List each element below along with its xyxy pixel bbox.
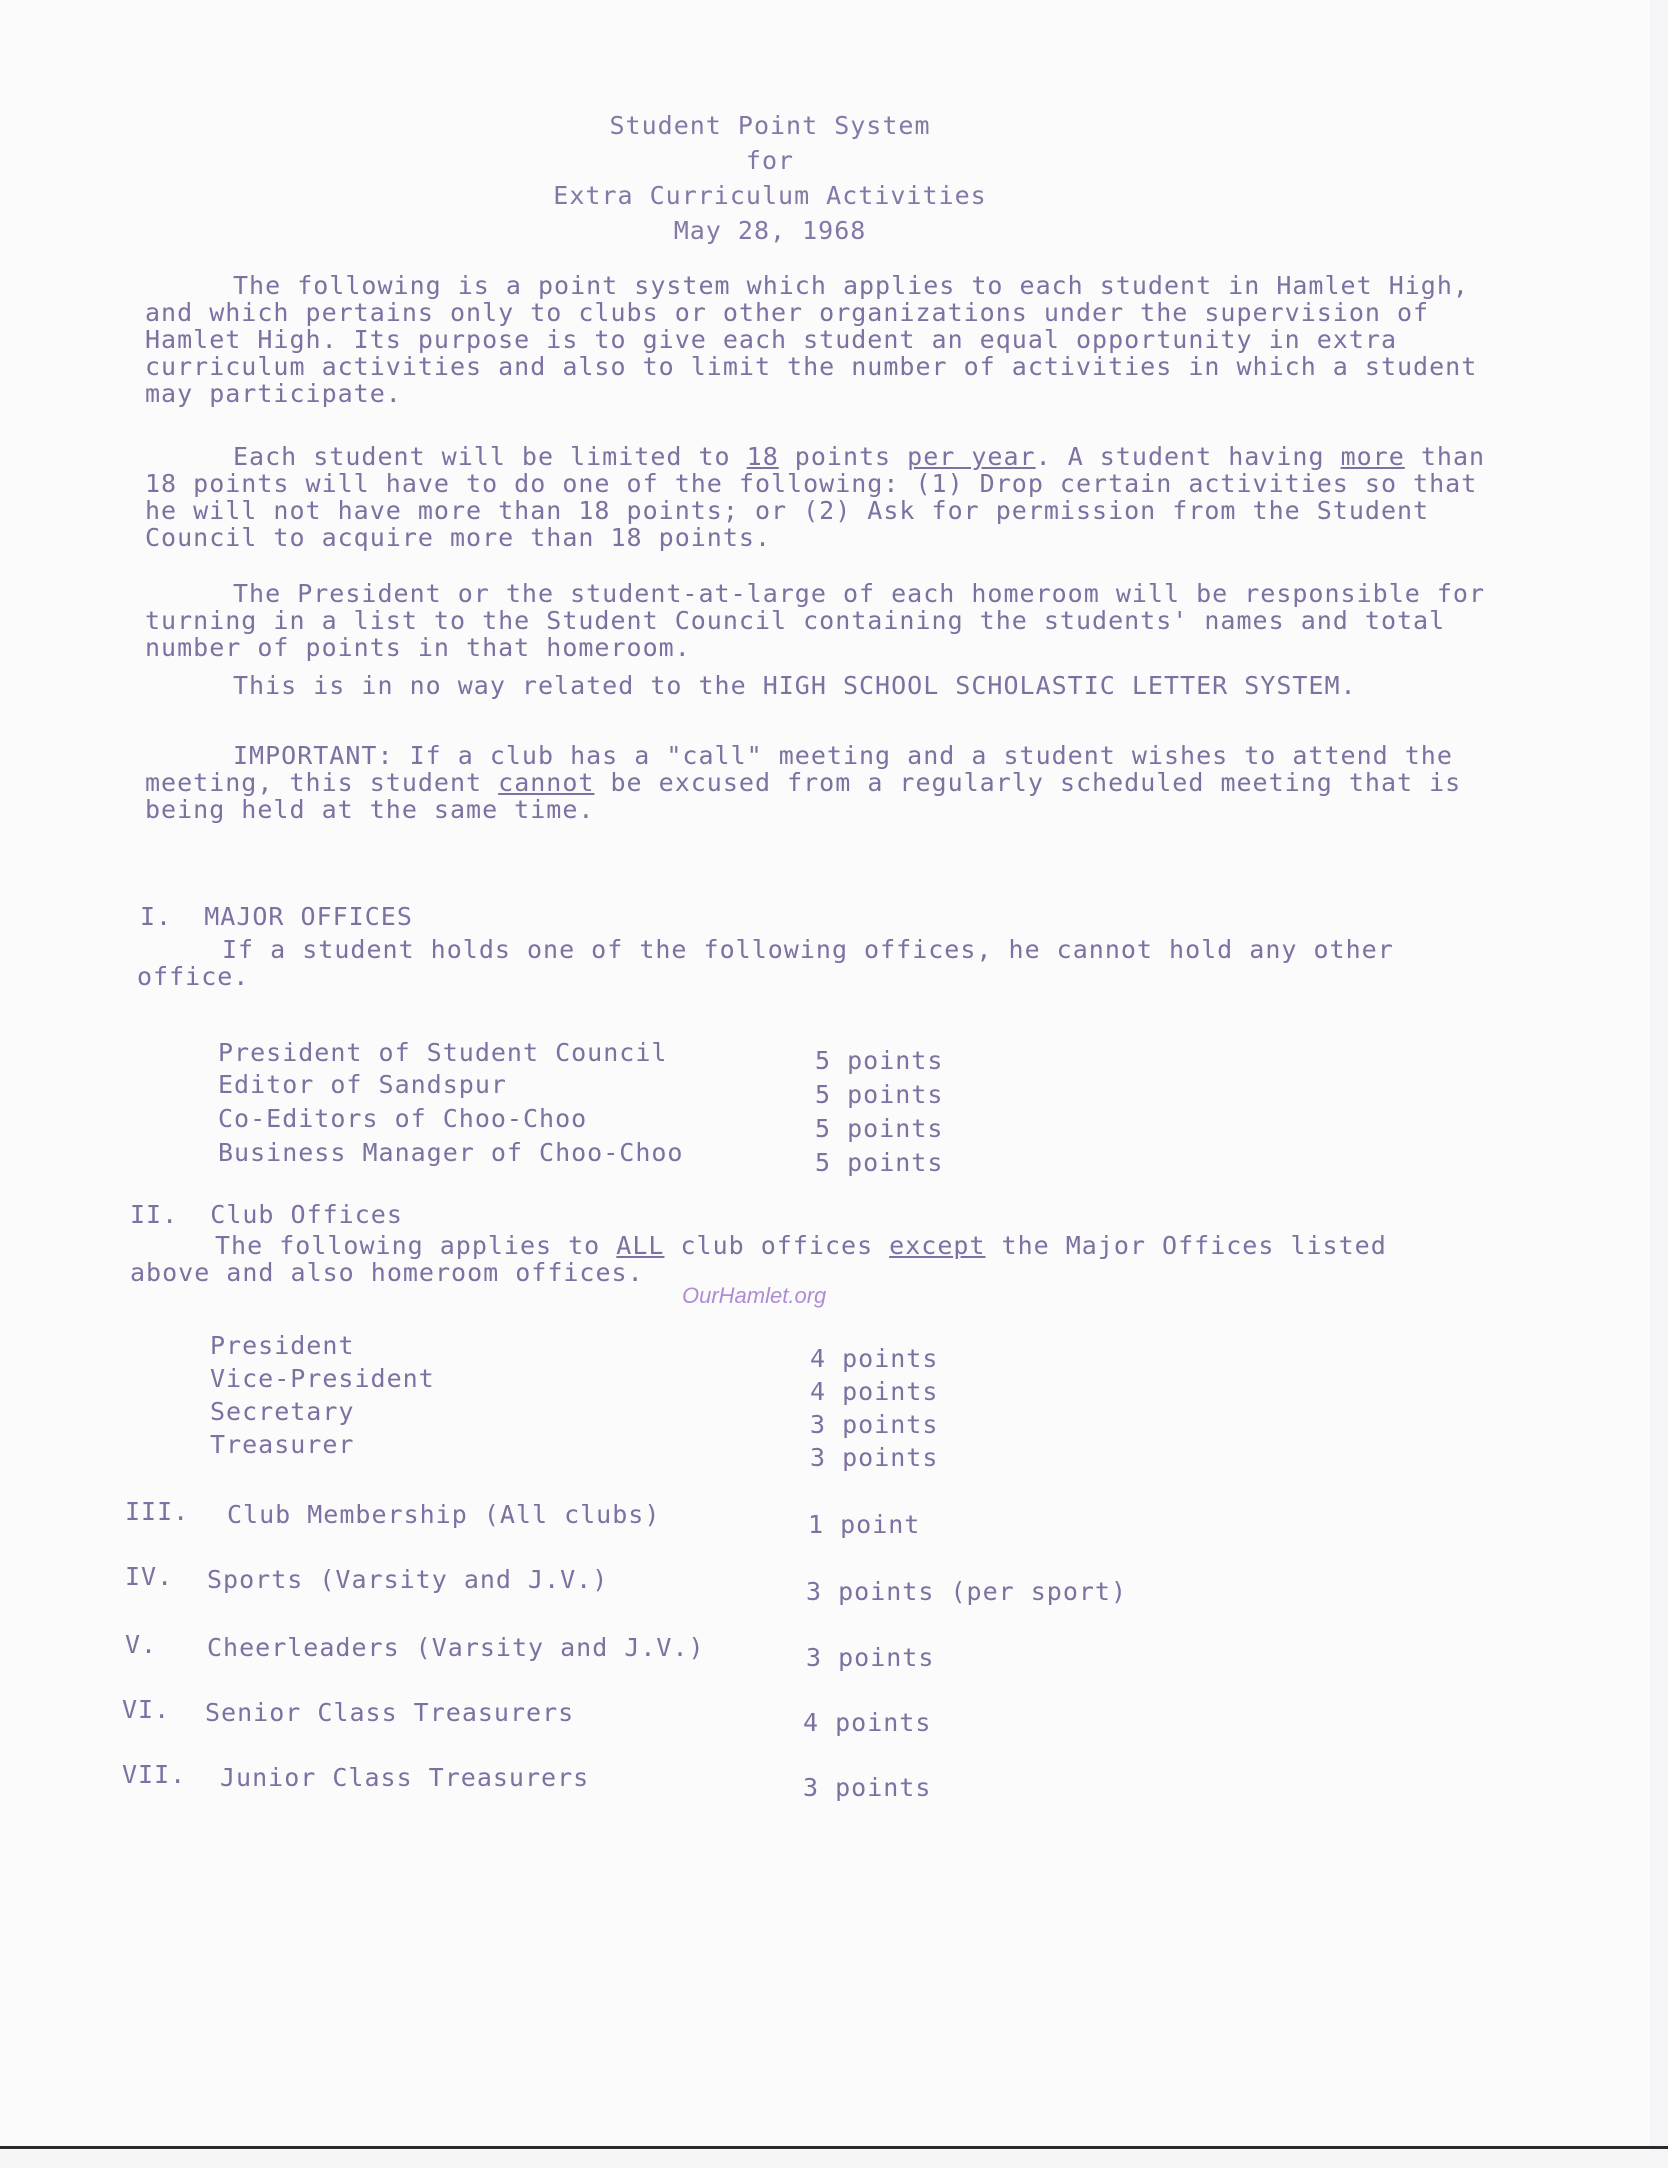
section-label: Senior Class Treasurers [205, 1698, 575, 1727]
all-text: ALL [616, 1231, 665, 1260]
list-item-points: 4 points [810, 1377, 939, 1406]
list-item-points: 3 points [810, 1443, 939, 1472]
section-points: 3 points [806, 1643, 935, 1672]
intro-paragraph-4: This is in no way related to the HIGH SCHOOL SCHOLASTIC LETTER SYSTEM. [233, 671, 1357, 700]
more-text: more [1340, 442, 1405, 471]
list-item-label: President of Student Council [218, 1038, 668, 1067]
intro-paragraph-2: Each student will be limited to 18 points per year. A student having more than 18 points will have to do one of the following: (1) Drop certain activities so that he will not have more than 18 points; or (2) Ask for permission from the Student Council to acquire more than 18 points. [145, 442, 1486, 552]
title-date: May 28, 1968 [673, 216, 867, 245]
section-2-heading: II. Club Offices [130, 1200, 403, 1229]
important-paragraph: IMPORTANT: If a club has a "call" meeting and a student wishes to attend the meeting, this student cannot be excused from a regularly scheduled meeting that is being held at the same time. [145, 741, 1462, 824]
document-title [0, 108, 1540, 248]
section-label: Club Membership (All clubs) [227, 1500, 661, 1529]
list-item-label: Editor of Sandspur [218, 1070, 507, 1099]
list-item-label: President [210, 1331, 355, 1360]
list-item-points: 5 points [815, 1114, 944, 1143]
list-item-label: Secretary [210, 1397, 355, 1426]
list-item-label: Treasurer [210, 1430, 355, 1459]
list-item-points: 5 points [815, 1148, 944, 1177]
section-numeral: IV. [125, 1562, 174, 1591]
section-1-heading: I. MAJOR OFFICES [140, 902, 413, 931]
section-points: 3 points (per sport) [806, 1577, 1128, 1606]
intro-paragraph-1: The following is a point system which applies to each student in Hamlet High, and which pertains only to clubs or other organizations under the supervision of Hamlet High. Its purpose is to give each student an equal opportunity in extra curriculum activities and also to limit the number of activities in which a student may participate. [145, 271, 1478, 408]
section-numeral: V. [125, 1630, 158, 1659]
list-item-label: Co-Editors of Choo-Choo [218, 1104, 588, 1133]
section-numeral: VI. [122, 1695, 171, 1724]
list-item-points: 5 points [815, 1080, 944, 1109]
section-points: 3 points [803, 1773, 932, 1802]
section-numeral: III. [125, 1497, 190, 1526]
section-1-text: If a student holds one of the following offices, he cannot hold any other office. [137, 935, 1394, 991]
section-points: 1 point [808, 1510, 921, 1539]
per-year-text: per year [907, 442, 1036, 471]
list-item-label: Vice-President [210, 1364, 435, 1393]
list-item-label: Business Manager of Choo-Choo [218, 1138, 684, 1167]
list-item-points: 5 points [815, 1046, 944, 1075]
title-line-2: for [745, 146, 795, 175]
except-text: except [889, 1231, 986, 1260]
limit-value: 18 [746, 442, 779, 471]
title-line-3: Extra Curriculum Activities [553, 181, 987, 210]
section-2-text: The following applies to ALL club offices except the Major Offices listed above and also homeroom offices. [130, 1231, 1387, 1287]
section-numeral: VII. [122, 1760, 187, 1789]
cannot-text: cannot [498, 768, 595, 797]
section-points: 4 points [803, 1708, 932, 1737]
list-item-points: 3 points [810, 1410, 939, 1439]
section-label: Junior Class Treasurers [220, 1763, 590, 1792]
intro-paragraph-3: The President or the student-at-large of each homeroom will be responsible for turning in a list to the Student Council containing the students' names and total number of points in that homeroom. [145, 579, 1485, 662]
page-edge-rule [0, 2146, 1668, 2149]
title-line-1: Student Point System [609, 111, 931, 140]
watermark: OurHamlet.org [682, 1283, 827, 1308]
list-item-points: 4 points [810, 1344, 939, 1373]
section-label: Cheerleaders (Varsity and J.V.) [207, 1633, 705, 1662]
section-label: Sports (Varsity and J.V.) [207, 1565, 609, 1594]
